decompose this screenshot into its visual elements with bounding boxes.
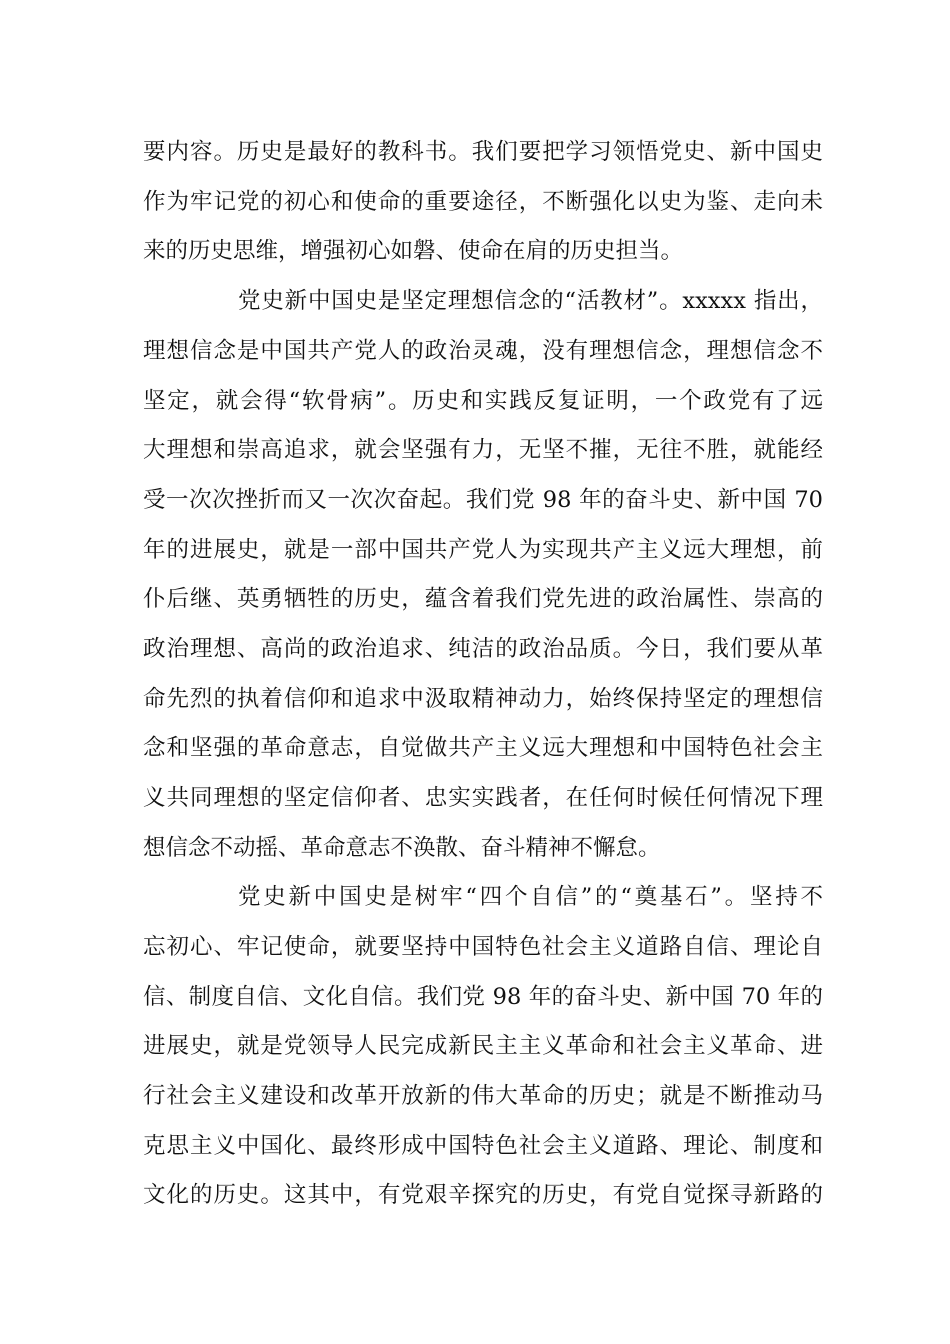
text-line: 受一次次挫折而又一次次奋起。我们党 98 年的奋斗史、新中国 70 [143, 487, 823, 513]
text-line: 行社会主义建设和改革开放新的伟大革命的历史；就是不断推动马 [143, 1083, 823, 1109]
text-line: 进展史，就是党领导人民完成新民主主义革命和社会主义革命、进 [143, 1033, 823, 1059]
text-line: 要内容。历史是最好的教科书。我们要把学习领悟党史、新中国史 [143, 139, 823, 165]
paragraph-first-line: 党史新中国史是树牢“四个自信”的“奠基石”。坚持不 [238, 884, 823, 910]
text-line: 命先烈的执着信仰和追求中汲取精神动力，始终保持坚定的理想信 [143, 686, 823, 712]
text-line: 大理想和崇高追求，就会坚强有力，无坚不摧，无往不胜，就能经 [143, 437, 823, 463]
text-line: 信、制度自信、文化自信。我们党 98 年的奋斗史、新中国 70 年的 [143, 984, 823, 1010]
text-line: 坚定，就会得“软骨病”。历史和实践反复证明，一个政党有了远 [143, 388, 823, 414]
text-line: 政治理想、高尚的政治追求、纯洁的政治品质。今日，我们要从革 [143, 636, 823, 662]
text-line: 克思主义中国化、最终形成中国特色社会主义道路、理论、制度和 [143, 1133, 823, 1159]
text-line: 作为牢记党的初心和使命的重要途径，不断强化以史为鉴、走向未 [143, 189, 823, 215]
text-line: 义共同理想的坚定信仰者、忠实实践者，在任何时候任何情况下理 [143, 785, 823, 811]
text-line: 年的进展史，就是一部中国共产党人为实现共产主义远大理想，前 [143, 537, 823, 563]
text-line: 念和坚强的革命意志，自觉做共产主义远大理想和中国特色社会主 [143, 735, 823, 761]
text-line: 忘初心、牢记使命，就要坚持中国特色社会主义道路自信、理论自 [143, 934, 823, 960]
text-line: 理想信念是中国共产党人的政治灵魂，没有理想信念，理想信念不 [143, 338, 823, 364]
text-line: 文化的历史。这其中，有党艰辛探究的历史，有党自觉探寻新路的 [143, 1182, 823, 1208]
text-line: 仆后继、英勇牺牲的历史，蕴含着我们党先进的政治属性、崇高的 [143, 586, 823, 612]
paragraph-first-line: 党史新中国史是坚定理想信念的“活教材”。xxxxx 指出， [238, 288, 823, 314]
text-line: 想信念不动摇、革命意志不涣散、奋斗精神不懈怠。 [143, 835, 661, 861]
text-line: 来的历史思维，增强初心如磐、使命在肩的历史担当。 [143, 238, 684, 264]
